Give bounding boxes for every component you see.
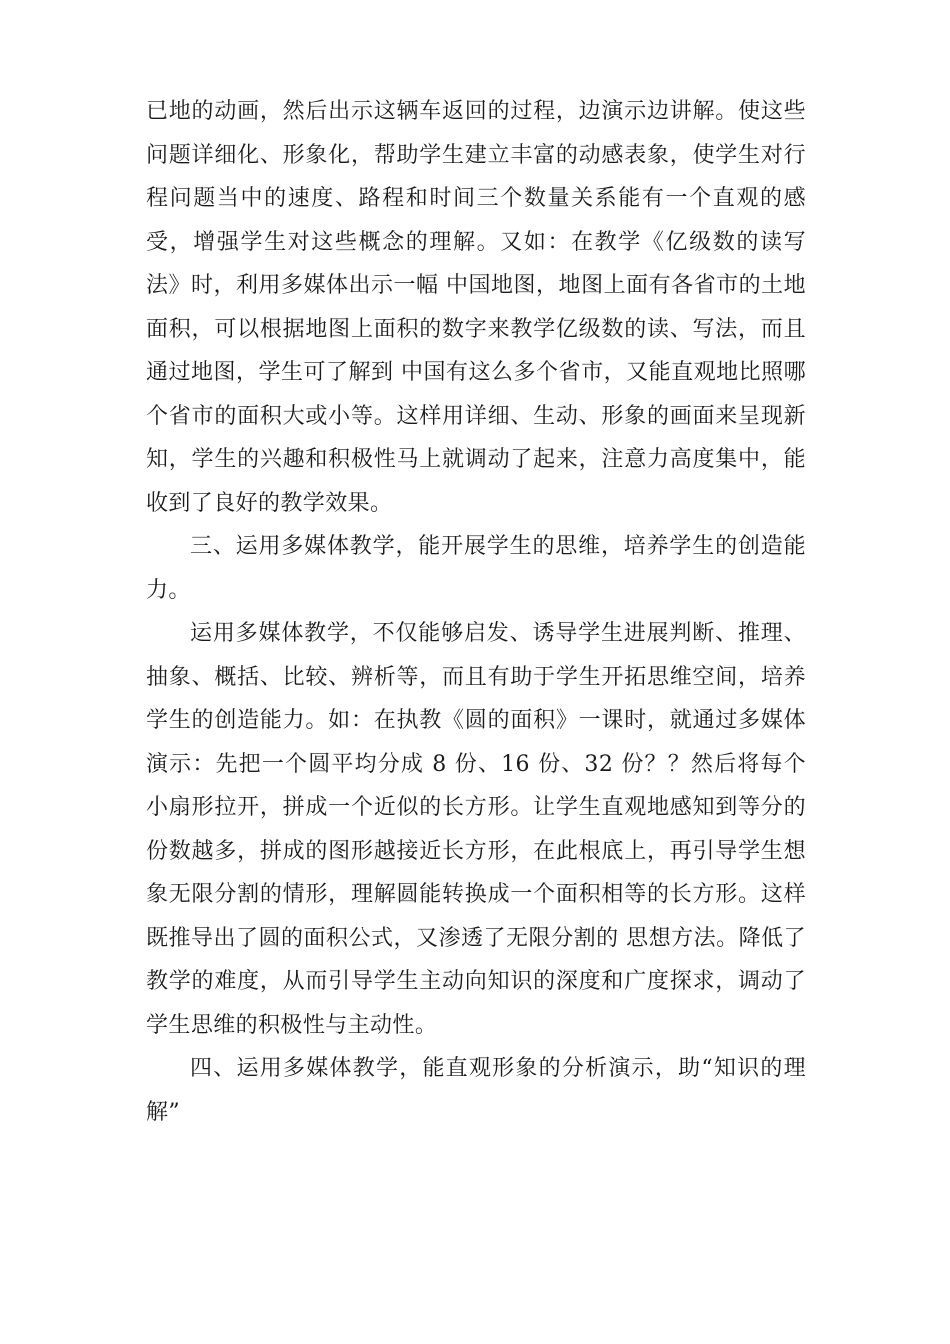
text-line: 导出了圆的面积公式，又渗透了无限分割的 思想方法。降低了教学	[146, 925, 806, 994]
text-line: 问题详细化、形象化，帮助学生建立丰富的动感表象，使学生对行	[146, 142, 806, 168]
section-heading-three	[146, 525, 806, 612]
text-line: 越多，拼成的图形越接近长方形，在此根底上，再引导学生想象无	[146, 838, 806, 907]
text-line: 三、运用多媒体教学，能开展学生的思维，培养学生的创造能	[190, 534, 806, 559]
text-line: 受，增强学生对这些概念的理解。又如：在教学《亿级数的读写	[146, 229, 806, 255]
text-line: 演示：先把一个圆平均分成 8 份、16 份、32 份？？然后将每个小扇	[146, 751, 806, 820]
text-line: 思维的积极性与主动性。	[190, 1012, 438, 1038]
text-line: 收到了良好的教学效果。	[146, 490, 393, 516]
text-line: 力。	[146, 577, 191, 603]
text-line: 四、运用多媒体教学，能直观形象的分析演示，助“知识的理	[190, 1056, 806, 1081]
text-line: 运用多媒体教学，不仅能够启发、诱导学生进展判断、推理、	[190, 621, 806, 646]
text-line: 抽象、概括、比较、辨析等，而且有助于学生开拓思维空间，培养	[146, 664, 806, 690]
paragraph-circle-area-example	[146, 612, 806, 1047]
text-line: 形拉开，拼成一个近似的长方形。让学生直观地感知到等分的份数	[146, 795, 806, 864]
document-body	[146, 90, 806, 1134]
text-line: 个省市的面积大或小等。这样用详细、生动、形象的画面来呈现新	[146, 403, 806, 429]
text-line: 已地的动画，然后出示这辆车返回的过程，边演示边讲解。使这些	[146, 99, 806, 124]
text-line: 程问题当中的速度、路程和时间三个数量关系能有一个直观的感	[146, 186, 806, 211]
text-line: 面积，可以根据地图上面积的数字来教学亿级数的读、写法，而且	[146, 316, 806, 342]
text-line: 知，学生的兴趣和积极性马上就调动了起来，注意力高度集中，能	[146, 447, 806, 472]
text-line: 通过地图，学生可了解到 中国有这么多个省市，又能直观地比照哪	[146, 360, 806, 385]
text-line: 解”	[146, 1099, 181, 1125]
text-line: 限分割的情形，理解圆能转换成一个面积相等的长方形。这样既推	[146, 882, 806, 951]
paragraph-animation-example	[146, 90, 806, 525]
text-line: 法》时，利用多媒体出示一幅 中国地图，地图上面有各省市的土地	[146, 273, 806, 298]
section-heading-four	[146, 1047, 806, 1134]
text-line: 的难度，从而引导学生主动向知识的深度和广度探求，调动了学生	[146, 969, 806, 1038]
text-line: 学生的创造能力。如：在执教《圆的面积》一课时，就通过多媒体	[146, 708, 806, 733]
